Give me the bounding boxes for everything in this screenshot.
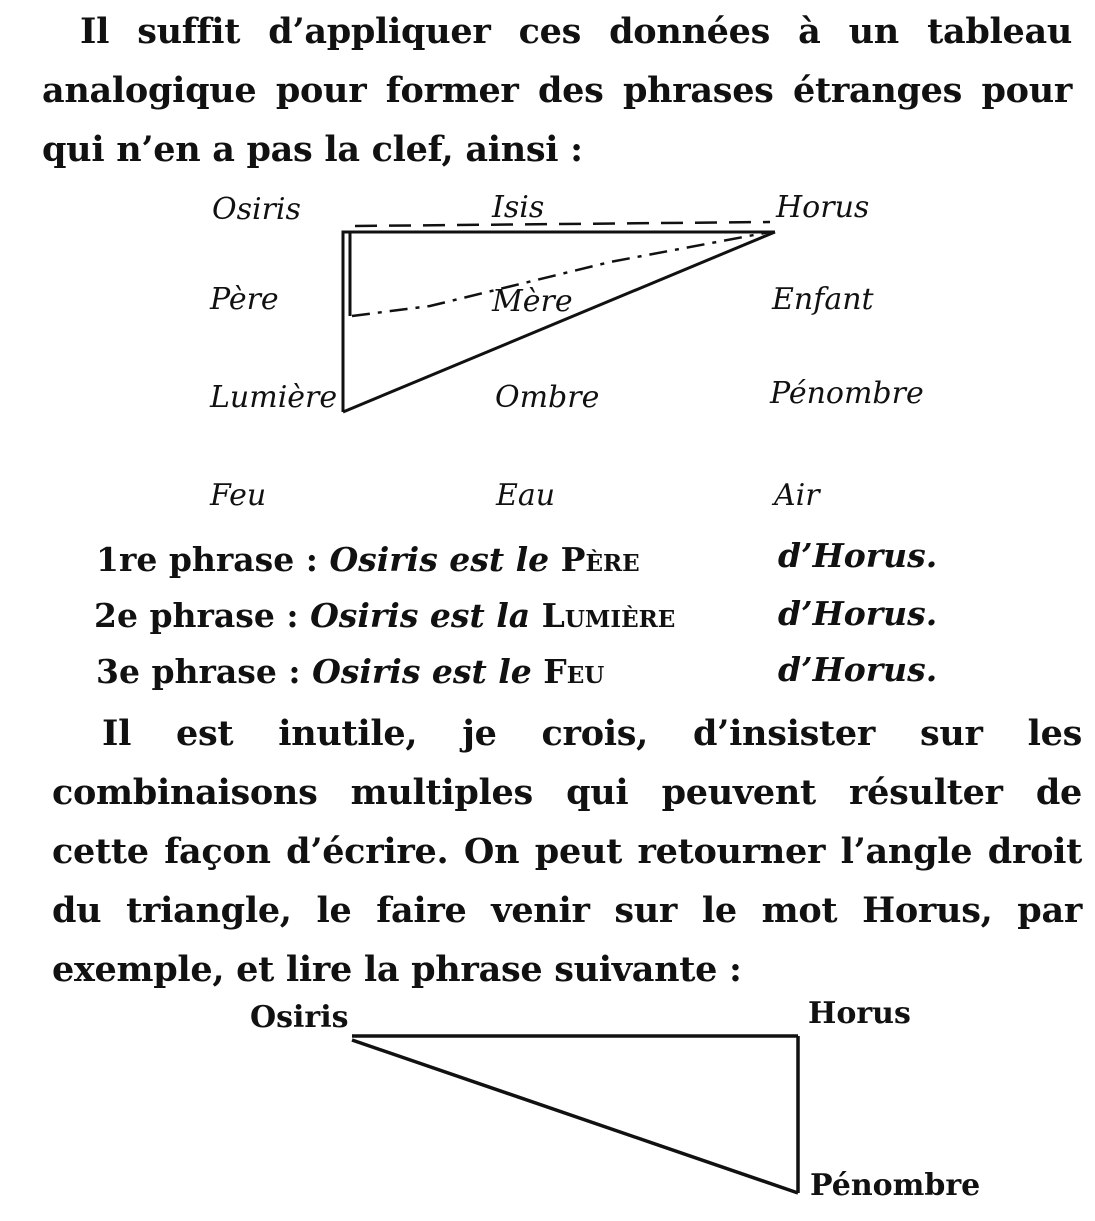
cell-osiris: Osiris [212, 192, 301, 227]
label-penombre: Pénombre [810, 1168, 981, 1203]
cell-ombre: Ombre [495, 380, 600, 415]
phrase-3: 3e phrase : Osiris est le Feu [96, 652, 605, 691]
phrase-1: 1re phrase : Osiris est le Père [96, 540, 640, 579]
paragraph-intro: Il suffit d’appliquer ces données à un tableau analogique pour former des phrases étranges pour qui n’en a pas la clef, ainsi : [42, 11, 1072, 170]
cell-isis: Isis [492, 190, 545, 225]
cell-feu: Feu [210, 478, 267, 513]
phrase-2-object: d’Horus. [778, 594, 938, 633]
cell-pere: Père [210, 282, 279, 317]
cell-air: Air [774, 478, 820, 513]
cell-eau: Eau [496, 478, 556, 513]
phrase-2: 2e phrase : Osiris est la Lumière [94, 596, 676, 635]
cell-enfant: Enfant [772, 282, 874, 317]
phrase-1-object: d’Horus. [778, 536, 938, 575]
cell-horus: Horus [776, 190, 870, 225]
label-osiris: Osiris [250, 1000, 349, 1035]
paragraph-combinations: Il est inutile, je crois, d’insister sur les combinaisons multiples qui peuvent résulter de cette façon d’écrire. On peut retourner l’angle droit du triangle, le faire venir sur le mot Horus, par exemple, et lire la phrase suivante : [52, 713, 1082, 990]
cell-penombre: Pénombre [770, 376, 924, 411]
label-horus: Horus [808, 996, 911, 1031]
cell-lumiere: Lumière [210, 380, 338, 415]
cell-mere: Mère [492, 284, 573, 319]
phrase-3-object: d’Horus. [778, 650, 938, 689]
